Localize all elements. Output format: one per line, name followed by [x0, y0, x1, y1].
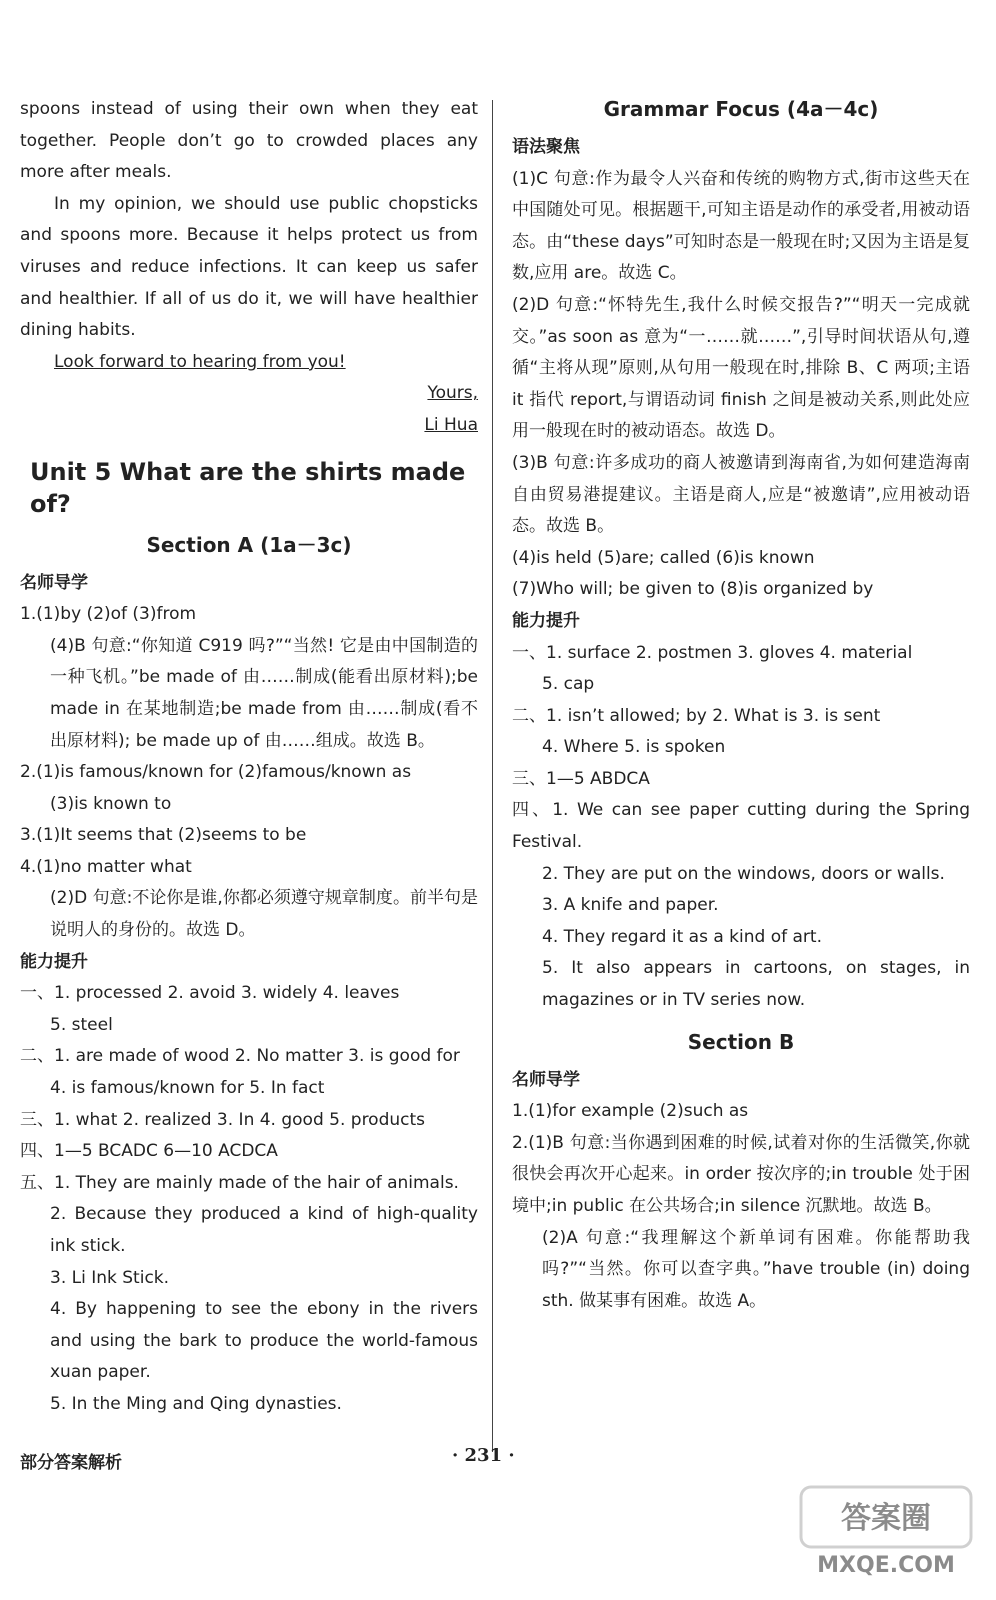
letter-yours-row — [20, 378, 478, 410]
answer-line: 5. In the Ming and Qing dynasties. — [50, 1393, 342, 1414]
answer-line: 一、1. surface 2. postmen 3. gloves 4. material — [512, 642, 913, 663]
answer-item: (3)B 句意:许多成功的商人被邀请到海南省,为如何建造海南自由贸易港提建议。主语是商人,应是“被邀请”,应用被动语态。故选 B。 — [512, 452, 970, 537]
answer-line: 二、1. isn’t allowed; by 2. What is 3. is sent — [512, 705, 881, 726]
answer-line: 三、1. what 2. realized 3. In 4. good 5. products — [20, 1109, 426, 1130]
answer-line: 4. Where 5. is spoken — [542, 737, 726, 758]
right-column — [512, 94, 970, 1317]
letter-yours: Yours, — [427, 383, 478, 404]
page-number: · 231 · — [452, 1445, 515, 1466]
answer-line: 四、1—5 BCADC 6—10 ACDCA — [20, 1141, 278, 1162]
answer-line: 2. They are put on the windows, doors or walls. — [542, 863, 945, 884]
letter-name-row — [20, 410, 478, 442]
letter-paragraph-2: In my opinion, we should use public chopsticks and spoons more. Because it helps protect us from viruses and reduce infections. It can keep us safer and healthier. If all of us do it, we will have healthier dining habits. — [20, 193, 478, 341]
answer-line: 4.(1)no matter what — [20, 856, 192, 877]
answer-line: (4)B 句意:“你知道 C919 吗?”“当然! 它是由中国制造的一种飞机。”be made of 由……制成(能看出原材料);be made in 在某地制造;be made from 由……制成(看不出原材料); be made up of 由……组成。故选 B。 — [50, 635, 478, 751]
answer-line: 五、1. They are mainly made of the hair of animals. — [20, 1172, 459, 1193]
answer-item: (7)Who will; be given to (8)is organized by — [512, 579, 874, 600]
footer-section-label: 部分答案解析 — [20, 1453, 122, 1473]
column-divider — [492, 100, 493, 1452]
unit-title: Unit 5 What are the shirts made of? — [30, 457, 466, 518]
answer-line: 四、1. We can see paper cutting during the Spring Festival. — [512, 800, 970, 853]
answer-line: (2)D 句意:不论你是谁,你都必须遵守规章制度。前半句是说明人的身份的。故选 D。 — [50, 888, 478, 941]
answer-item: (1)C 句意:作为最令人兴奋和传统的购物方式,街市这些天在中国随处可见。根据题干,可知主语是动作的承受者,用被动语态。由“these days”可知时态是一般现在时;又因为主语是复数,应用 are。故选 C。 — [512, 168, 970, 284]
letter-closing: Look forward to hearing from you! — [54, 351, 346, 372]
answer-line: 3. Li Ink Stick. — [50, 1267, 170, 1288]
letter-name: Li Hua — [424, 414, 478, 435]
watermark-logo — [796, 1482, 976, 1582]
answer-line: 3. A knife and paper. — [542, 895, 719, 916]
answer-line: 2.(1)is famous/known for (2)famous/known as — [20, 762, 412, 783]
answer-line: 1.(1)by (2)of (3)from — [20, 604, 197, 625]
answer-line: 4. They regard it as a kind of art. — [542, 926, 822, 947]
label-ability: 能力提升 — [512, 610, 580, 631]
answer-item: (4)is held (5)are; called (6)is known — [512, 547, 815, 568]
label-teacher-guide: 名师导学 — [20, 572, 88, 593]
answer-line: 三、1—5 ABDCA — [512, 768, 650, 789]
label-teacher-guide: 名师导学 — [512, 1069, 580, 1090]
label-ability: 能力提升 — [20, 951, 88, 972]
answer-line: 2. Because they produced a kind of high-quality ink stick. — [50, 1204, 478, 1256]
grammar-focus-title: Grammar Focus (4a－4c) — [603, 97, 879, 121]
answer-line: (2)A 句意:“我理解这个新单词有困难。你能帮助我吗?”“当然。你可以查字典。”have trouble (in) doing sth. 做某事有困难。故选 A。 — [542, 1227, 970, 1311]
letter-closing-row — [20, 347, 478, 379]
watermark-text-url: MXQE.COM — [817, 1553, 955, 1578]
section-b-title: Section B — [687, 1029, 795, 1054]
answer-line: (3)is known to — [50, 793, 172, 814]
section-a-title: Section A (1a－3c) — [146, 532, 352, 557]
answer-line: 4. is famous/known for 5. In fact — [50, 1078, 325, 1099]
answer-line: 二、1. are made of wood 2. No matter 3. is good for — [20, 1046, 460, 1067]
answer-line: 一、1. processed 2. avoid 3. widely 4. leaves — [20, 983, 400, 1004]
answer-line: 4. By happening to see the ebony in the rivers and using the bark to produce the world-famous xuan paper. — [50, 1299, 478, 1383]
answer-line: 5. steel — [50, 1014, 113, 1035]
answer-line: 5. It also appears in cartoons, on stages, in magazines or in TV series now. — [542, 958, 970, 1011]
label-grammar: 语法聚焦 — [512, 137, 580, 157]
letter-paragraph-1: spoons instead of using their own when they eat together. People don’t go to crowded places any more after meals. — [20, 99, 478, 183]
left-column — [20, 94, 478, 1421]
answer-line: 1.(1)for example (2)such as — [512, 1101, 749, 1122]
answer-line: 3.(1)It seems that (2)seems to be — [20, 825, 307, 846]
answer-line: 2.(1)B 句意:当你遇到困难的时候,试着对你的生活微笑,你就很快会再次开心起来。in order 按次序的;in trouble 处于困境中;in public 在公共场合;in silence 沉默地。故选 B。 — [512, 1132, 970, 1216]
watermark-text-cn: 答案圈 — [841, 1501, 931, 1536]
answer-line: 5. cap — [542, 674, 595, 695]
answer-item: (2)D 句意:“怀特先生,我什么时候交报告?”“明天一完成就交。”as soon as 意为“一……就……”,引导时间状语从句,遵循“主将从现”原则,从句用一般现在时,排除 B、C 两项;主语 it 指代 report,与谓语动词 finish 之间是被动关系,则此处应用一般现在时的被动语态。故选 D。 — [512, 294, 970, 442]
